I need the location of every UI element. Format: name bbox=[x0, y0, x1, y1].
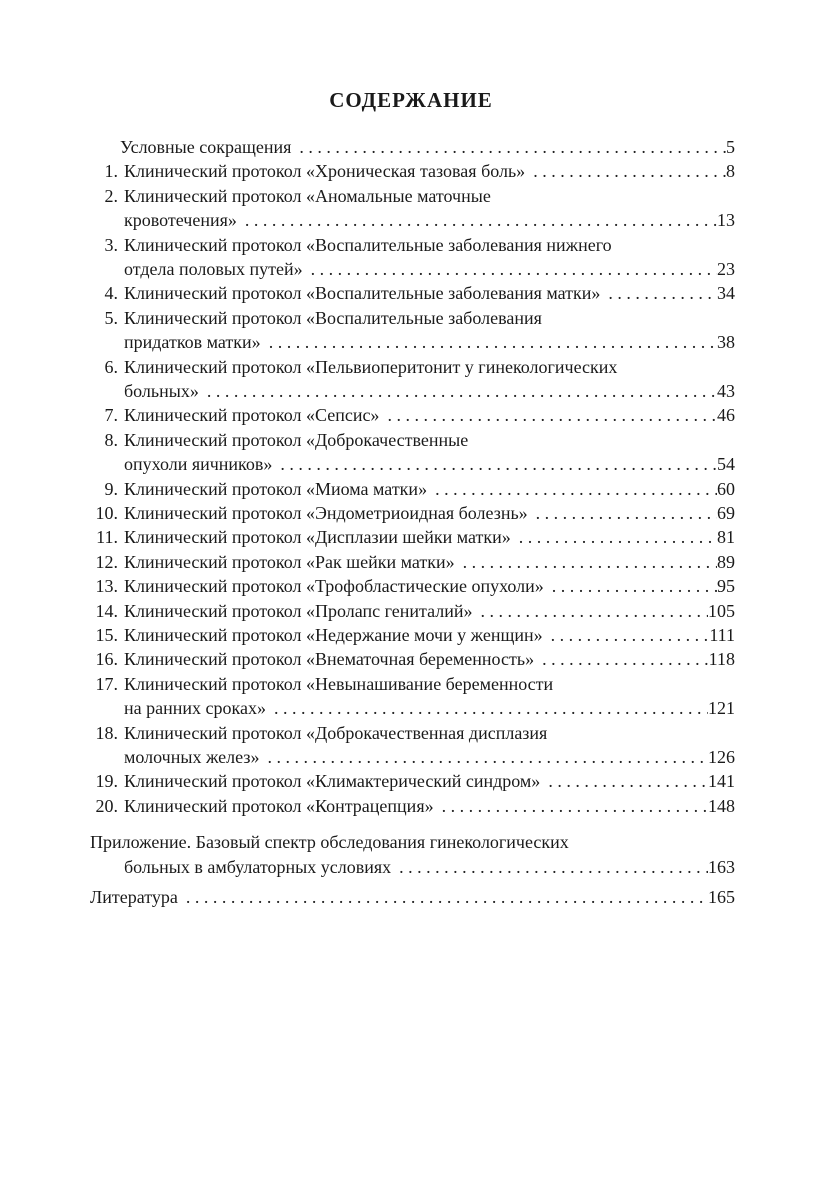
dot-leader bbox=[379, 403, 717, 427]
toc-page-number: 46 bbox=[717, 405, 735, 426]
toc-entry[interactable] bbox=[120, 135, 735, 159]
toc-page-number: 141 bbox=[708, 771, 735, 792]
toc-entry-title: Клинический протокол «Недержание мочи у женщин» bbox=[124, 625, 543, 645]
toc-entry-number: 2. bbox=[104, 185, 118, 206]
toc-entry-number: 10. bbox=[95, 503, 118, 523]
dot-leader bbox=[427, 477, 717, 501]
dot-leader bbox=[266, 696, 708, 720]
toc-page-number: 165 bbox=[708, 887, 735, 907]
toc-page-number: 81 bbox=[717, 527, 735, 548]
toc-entry-number: 7. bbox=[104, 405, 118, 426]
toc-page-number: 163 bbox=[708, 856, 735, 877]
toc-entry-number: 14. bbox=[95, 600, 118, 621]
dot-leader bbox=[540, 769, 708, 793]
toc-entry[interactable] bbox=[124, 281, 735, 305]
dot-leader bbox=[291, 135, 726, 159]
dot-leader bbox=[261, 330, 717, 354]
toc-entry[interactable] bbox=[124, 257, 735, 281]
toc-entry[interactable] bbox=[124, 379, 735, 403]
dot-leader bbox=[544, 574, 717, 598]
dot-leader bbox=[237, 208, 717, 232]
toc-entry[interactable] bbox=[124, 477, 735, 501]
toc-entry-number: 20. bbox=[95, 795, 118, 816]
toc-entry-number: 5. bbox=[104, 307, 118, 328]
toc-entry-title: на ранних сроках» bbox=[124, 698, 266, 719]
toc-entry-title: Клинический протокол «Воспалительные заболевания матки» bbox=[124, 283, 601, 304]
toc-entry-title: Клинический протокол «Трофобластические опухоли» bbox=[124, 576, 544, 597]
toc-entry[interactable] bbox=[124, 623, 735, 647]
toc-entry[interactable] bbox=[124, 550, 735, 574]
toc-entry-title: опухоли яичников» bbox=[124, 454, 273, 475]
toc-entry-title: Клинический протокол «Внематочная беременность» bbox=[124, 649, 535, 670]
toc-entry-title-line: Клинический протокол «Доброкачественные bbox=[124, 429, 469, 450]
toc-entry[interactable] bbox=[124, 794, 735, 818]
toc-entry[interactable] bbox=[124, 696, 735, 720]
toc-entry[interactable] bbox=[124, 745, 735, 769]
toc-entry-title: придатков матки» bbox=[124, 332, 261, 353]
page-title: СОДЕРЖАНИЕ bbox=[329, 88, 493, 112]
toc-page-number: 43 bbox=[717, 381, 735, 401]
toc-entry-title-line: Клинический протокол «Воспалительные заболевания нижнего bbox=[124, 234, 612, 255]
toc-page-number: 54 bbox=[717, 454, 735, 475]
toc-entry-title: Клинический протокол «Эндометриоидная болезнь» bbox=[124, 503, 528, 523]
toc-page-number: 34 bbox=[717, 283, 735, 304]
dot-leader bbox=[600, 281, 717, 305]
toc-entry[interactable] bbox=[124, 403, 735, 427]
toc-entry[interactable] bbox=[124, 647, 735, 671]
dot-leader bbox=[511, 525, 717, 549]
toc-page-number: 121 bbox=[708, 698, 735, 719]
dot-leader bbox=[199, 379, 717, 403]
toc-entry-title: Клинический протокол «Климактерический синдром» bbox=[124, 771, 541, 792]
toc-entry[interactable] bbox=[124, 599, 735, 623]
toc-page-number: 111 bbox=[709, 625, 735, 645]
toc-entry-title: Клинический протокол «Рак шейки матки» bbox=[124, 551, 455, 572]
toc-entry-number: 4. bbox=[104, 283, 118, 304]
toc-entry-number: 13. bbox=[95, 576, 118, 597]
toc-entry-title: Клинический протокол «Пролапс гениталий» bbox=[124, 600, 473, 621]
toc-entry[interactable] bbox=[124, 525, 735, 549]
toc-entry-title-line: Клинический протокол «Доброкачественная дисплазия bbox=[124, 722, 548, 743]
toc-entry-number: 11. bbox=[96, 527, 118, 548]
toc-entry[interactable] bbox=[124, 501, 735, 525]
toc-entry-title: молочных желез» bbox=[124, 747, 260, 767]
toc-entry[interactable] bbox=[124, 574, 735, 598]
toc-entry[interactable] bbox=[124, 159, 735, 183]
toc-entry[interactable] bbox=[124, 452, 735, 476]
toc-entry-title-line: Клинический протокол «Пельвиоперитонит у гинекологических bbox=[124, 356, 618, 377]
toc-page-number: 118 bbox=[708, 649, 735, 670]
toc-entry-title: больных в амбулаторных условиях bbox=[124, 856, 392, 877]
toc-entry-number: 12. bbox=[95, 551, 118, 572]
toc-entry[interactable] bbox=[124, 769, 735, 793]
toc-entry-number: 8. bbox=[104, 429, 118, 450]
toc-entry-title: Литература bbox=[90, 887, 178, 907]
toc-entry[interactable] bbox=[90, 885, 735, 909]
toc-entry-number: 17. bbox=[95, 673, 118, 694]
toc-page-number: 5 bbox=[726, 137, 735, 157]
dot-leader bbox=[472, 599, 708, 623]
dot-leader bbox=[534, 647, 709, 671]
dot-leader bbox=[272, 452, 717, 476]
toc-page-number: 105 bbox=[708, 600, 735, 621]
dot-leader bbox=[434, 794, 708, 818]
toc-entry-title: Клинический протокол «Дисплазии шейки матки» bbox=[124, 527, 511, 548]
toc-entry-title-line: Клинический протокол «Воспалительные заболевания bbox=[124, 307, 542, 328]
toc-entry-title-line: Приложение. Базовый спектр обследования гинекологических bbox=[90, 832, 569, 853]
toc-page-number: 8 bbox=[726, 161, 735, 182]
toc-entry-title-line: Клинический протокол «Аномальные маточные bbox=[124, 185, 491, 206]
dot-leader bbox=[525, 159, 726, 183]
dot-leader bbox=[178, 885, 708, 909]
dot-leader bbox=[303, 257, 717, 281]
toc-page-number: 60 bbox=[717, 478, 735, 499]
toc-entry-number: 18. bbox=[95, 722, 118, 743]
toc-page-number: 13 bbox=[717, 210, 735, 231]
toc-entry-title: больных» bbox=[124, 381, 199, 401]
toc-entry-title-line: Клинический протокол «Невынашивание беременности bbox=[124, 673, 554, 694]
toc-page-number: 95 bbox=[717, 576, 735, 597]
toc-page-number: 38 bbox=[717, 332, 735, 353]
dot-leader bbox=[543, 623, 710, 647]
toc-entry-number: 15. bbox=[95, 625, 118, 645]
toc-entry-title: Условные сокращения bbox=[120, 137, 292, 157]
toc-page-number: 23 bbox=[717, 259, 735, 279]
dot-leader bbox=[455, 550, 717, 574]
toc-entry-number: 1. bbox=[104, 161, 118, 182]
toc-entry-number: 19. bbox=[95, 771, 118, 792]
toc-page-number: 126 bbox=[708, 747, 735, 767]
toc-entry-title: Клинический протокол «Хроническая тазовая боль» bbox=[124, 161, 526, 182]
toc-entry-number: 6. bbox=[104, 356, 118, 377]
dot-leader bbox=[528, 501, 717, 525]
toc-entry-title: Клинический протокол «Миома матки» bbox=[124, 478, 428, 499]
toc-page-number: 89 bbox=[717, 551, 735, 572]
toc-page-number: 148 bbox=[708, 795, 735, 816]
toc-entry-title: отдела половых путей» bbox=[124, 259, 303, 279]
dot-leader bbox=[259, 745, 708, 769]
toc-entry[interactable] bbox=[124, 330, 735, 354]
toc-entry-number: 16. bbox=[95, 649, 118, 670]
toc-entry-number: 3. bbox=[104, 234, 118, 255]
toc-entry-title: Клинический протокол «Сепсис» bbox=[124, 405, 380, 426]
dot-leader bbox=[391, 855, 708, 879]
toc-entry[interactable] bbox=[124, 855, 735, 879]
toc-entry[interactable] bbox=[124, 208, 735, 232]
toc-entry-title: кровотечения» bbox=[124, 210, 237, 231]
toc-entry-title: Клинический протокол «Контрацепция» bbox=[124, 795, 434, 816]
toc-page-number: 69 bbox=[717, 503, 735, 523]
toc-entry-number: 9. bbox=[104, 478, 118, 499]
